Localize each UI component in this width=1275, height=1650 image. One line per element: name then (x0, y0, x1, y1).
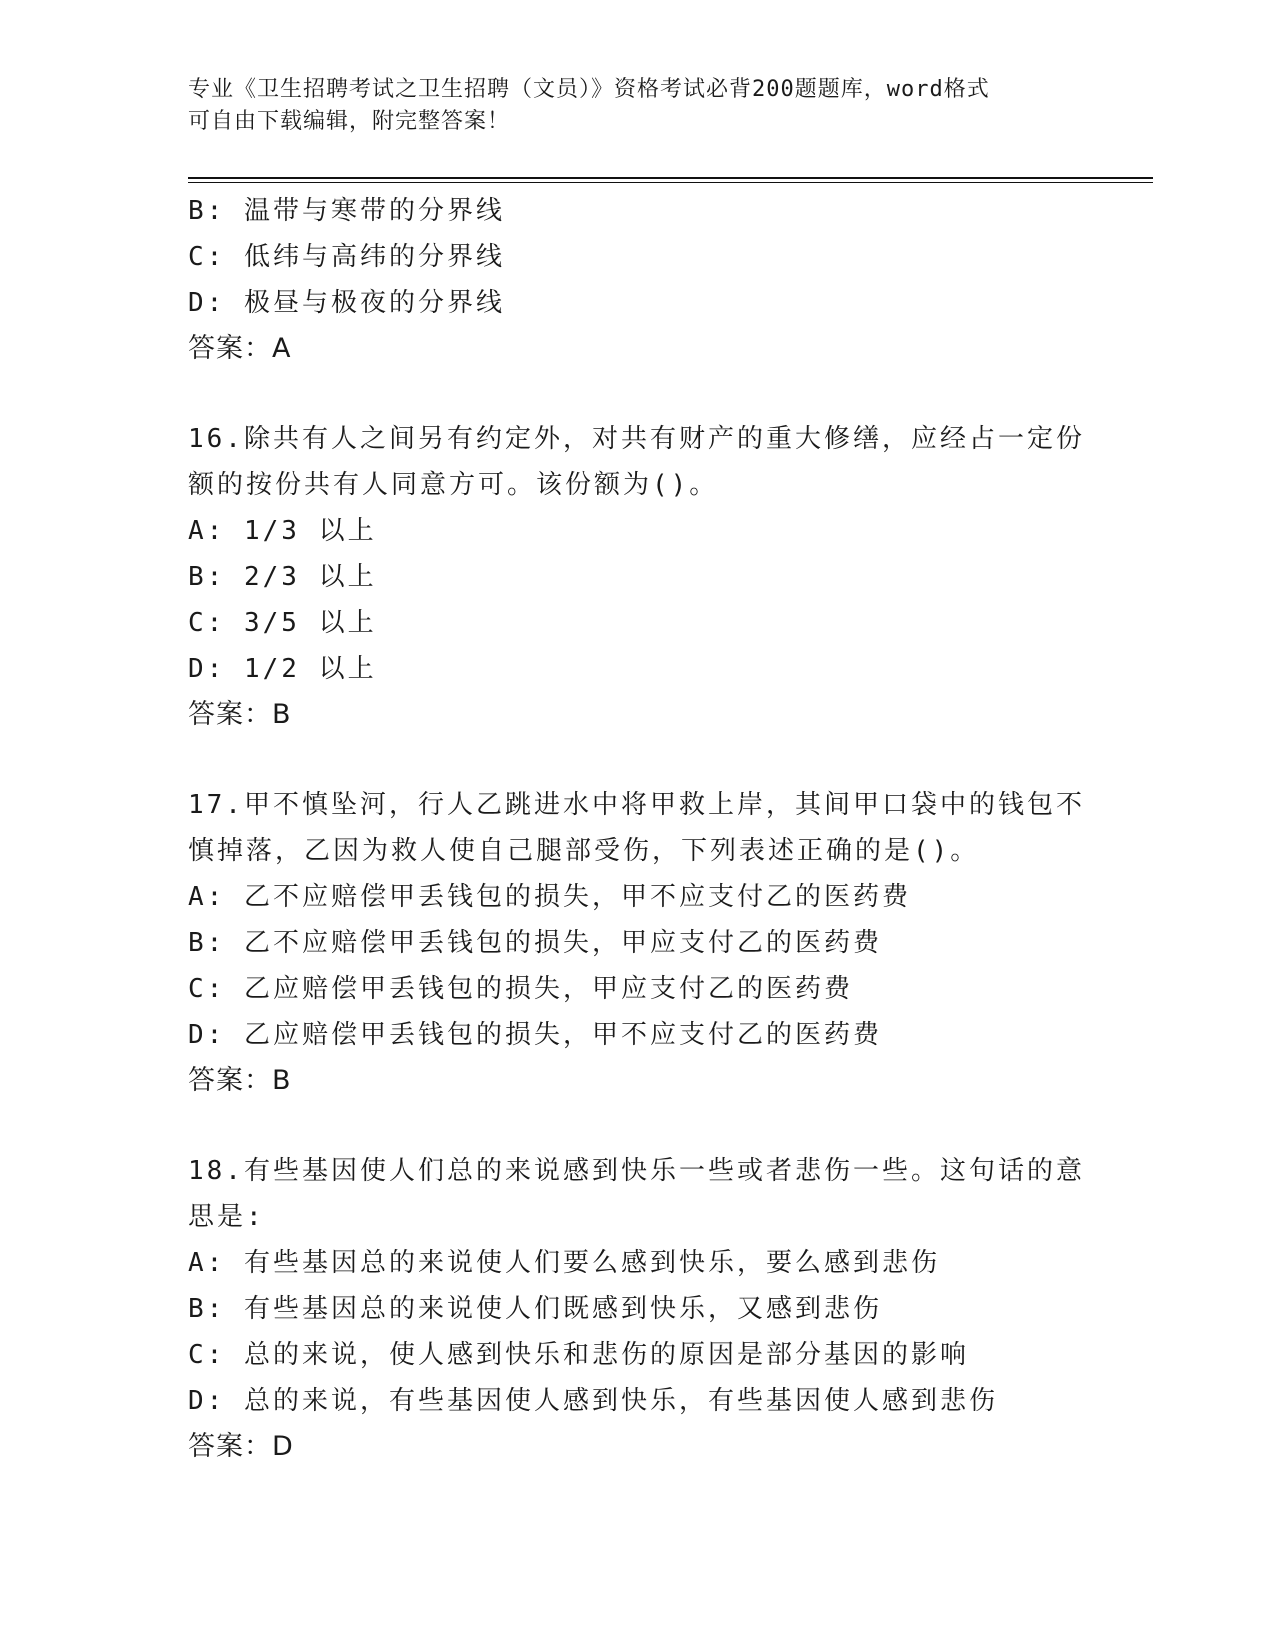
header-title-line-2: 可自由下载编辑，附完整答案！ (188, 109, 511, 134)
question-stem-line: 16.除共有人之间另有约定外，对共有财产的重大修缮，应经占一定份 (188, 424, 1085, 454)
answer-line: 答案：B (188, 699, 292, 730)
option-c: C: 低纬与高纬的分界线 (188, 242, 505, 272)
question-stem-line: 额的按份共有人同意方可。该份额为()。 (188, 470, 719, 500)
option-b: B: 乙不应赔偿甲丢钱包的损失，甲应支付乙的医药费 (188, 928, 882, 958)
question-gap (188, 738, 1088, 782)
option-a: A: 乙不应赔偿甲丢钱包的损失，甲不应支付乙的医药费 (188, 882, 911, 912)
option-b: B: 温带与寒带的分界线 (188, 196, 505, 226)
answer-line: 答案：D (188, 1431, 294, 1462)
option-d: D: 总的来说，有些基因使人感到快乐，有些基因使人感到悲伤 (188, 1386, 998, 1416)
option-c: C: 3/5 以上 (188, 608, 377, 638)
option-a: A: 1/3 以上 (188, 516, 377, 546)
option-b: B: 有些基因总的来说使人们既感到快乐，又感到悲伤 (188, 1294, 882, 1324)
question-18 (188, 1148, 1088, 1470)
header-divider-thick (188, 177, 1153, 179)
question-15-continuation (188, 188, 1088, 372)
question-stem-line: 18.有些基因使人们总的来说感到快乐一些或者悲伤一些。这句话的意 (188, 1156, 1085, 1186)
question-stem-line: 思是: (188, 1202, 265, 1232)
header-title-line-1: 专业《卫生招聘考试之卫生招聘（文员）》资格考试必背200题题库，word格式 (188, 77, 990, 102)
question-stem-line: 慎掉落，乙因为救人使自己腿部受伤，下列表述正确的是()。 (188, 836, 980, 866)
option-c: C: 乙应赔偿甲丢钱包的损失，甲应支付乙的医药费 (188, 974, 853, 1004)
option-d: D: 极昼与极夜的分界线 (188, 288, 505, 318)
document-header (188, 74, 1088, 138)
question-17 (188, 782, 1088, 1104)
option-d: D: 1/2 以上 (188, 654, 377, 684)
question-list (188, 188, 1088, 1470)
option-a: A: 有些基因总的来说使人们要么感到快乐，要么感到悲伤 (188, 1248, 940, 1278)
question-gap (188, 372, 1088, 416)
option-c: C: 总的来说，使人感到快乐和悲伤的原因是部分基因的影响 (188, 1340, 969, 1370)
answer-line: 答案：B (188, 1065, 292, 1096)
header-divider-thin (188, 182, 1153, 183)
question-16 (188, 416, 1088, 738)
question-stem-line: 17.甲不慎坠河，行人乙跳进水中将甲救上岸，其间甲口袋中的钱包不 (188, 790, 1085, 820)
answer-line: 答案：A (188, 333, 292, 364)
option-d: D: 乙应赔偿甲丢钱包的损失，甲不应支付乙的医药费 (188, 1020, 882, 1050)
option-b: B: 2/3 以上 (188, 562, 377, 592)
question-gap (188, 1104, 1088, 1148)
